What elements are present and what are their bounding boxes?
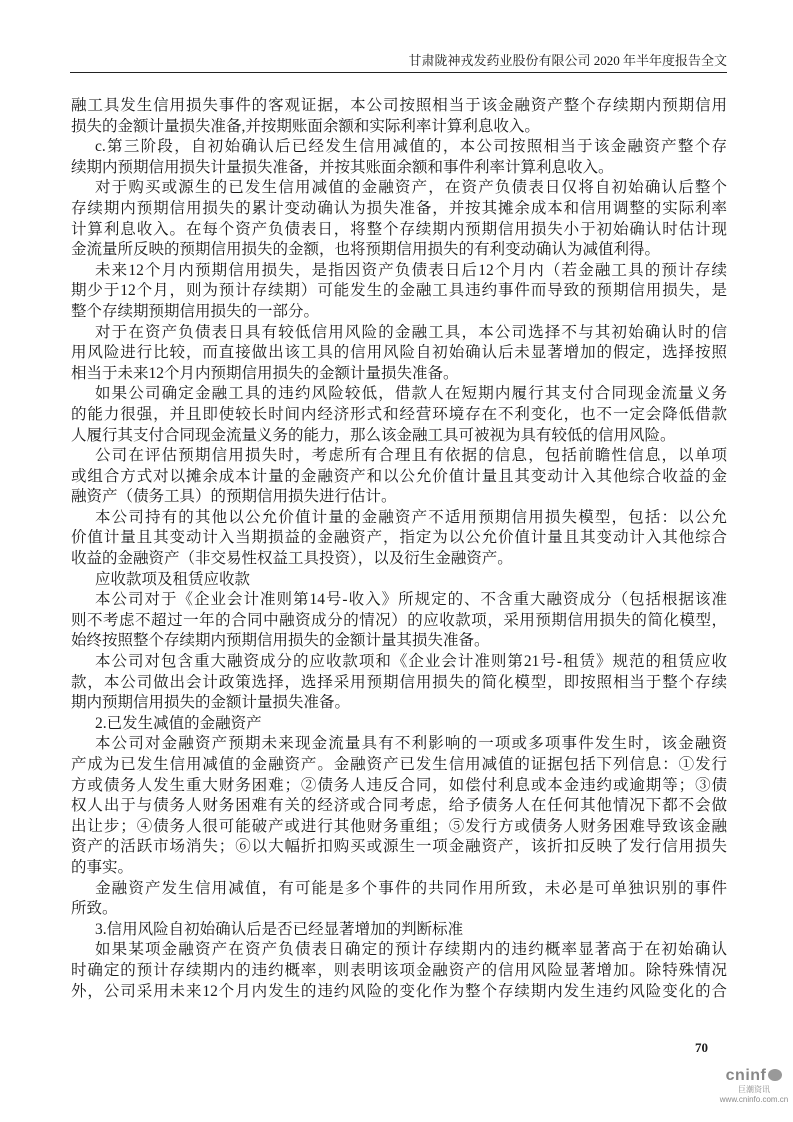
paragraph [71,734,727,878]
paragraph [71,96,727,137]
text-line: 或组合方式对以摊余成本计量的金融资产和以公允价值计量且其变动计入其他综合收益的金 [71,467,727,485]
paragraph [71,261,727,323]
text-line: 损失的金额计量损失准备,并按期账面余额和实际利率计算利息收入。 [71,117,540,135]
text-line: 资产的活跃市场消失；⑥以大幅折扣购买或源生一项金融资产，该折扣反映了发行信用损失 [71,838,727,856]
text-line: 用风险进行比较，而直接做出该工具的信用风险自初始确认后未显著增加的假定，选择按照 [71,344,727,362]
paragraph [71,570,727,591]
text-line: 时确定的预计存续期内的违约概率，则表明该项金融资产的信用风险显著增加。除特殊情况 [71,961,727,979]
cninfo-watermark-logo [716,1068,792,1105]
page-header [70,52,727,73]
text-line: 权人出于与债务人财务困难有关的经济或合同考虑，给予债务人在任何其他情况下都不会做 [71,797,727,815]
text-line: 金流量所反映的预期信用损失的金额，也将预期信用损失的有利变动确认为减值利得。 [71,241,661,259]
report-title: 甘肃陇神戎发药业股份有限公司 2020 年半年度报告全文 [408,53,727,68]
text-line: 3.信用风险自初始确认后是否已经显著增加的判断标准 [95,920,464,938]
text-line: c.第三阶段，自初始确认后已经发生信用减值的，本公司按照相当于该金融资产整个存 [95,138,727,156]
text-line: 的事实。 [71,858,134,876]
text-line: 续期内预期信用损失计量损失准备，并按其账面余额和事件利率计算利息收入。 [71,158,614,176]
text-line: 价值计量且其变动计入当期损益的金融资产，指定为以公允价值计量且其变动计入其他综合 [71,529,727,547]
text-line: 存续期内预期信用损失的累计变动确认为损失准备，并按其摊余成本和信用调整的实际利率 [71,199,727,217]
text-line: 金融资产发生信用减值，有可能是多个事件的共同作用所致，未必是可单独识别的事件 [95,879,727,897]
paragraph [71,446,727,508]
page-number: 70 [695,1040,708,1055]
document-body [71,96,727,1002]
text-line: 未来12个月内预期信用损失，是指因资产负债表日后12个月内（若金融工具的预计存续 [95,261,727,279]
text-line: 融资产（债务工具）的预期信用损失进行估计。 [71,488,397,506]
text-line: 期内预期信用损失的金额计量损失准备。 [71,694,351,712]
text-line: 款，本公司做出会计政策选择，选择采用预期信用损失的简化模型，即按照相当于整个存续 [71,673,727,691]
paragraph [71,137,727,178]
paragraph [71,508,727,570]
paragraph [71,940,727,1002]
paragraph [71,879,727,920]
paragraph [71,920,727,941]
text-line: 期少于12个月，则为预计存续期）可能发生的金融工具违约事件而导致的预期信用损失，是 [71,282,727,300]
text-line: 如果公司确定金融工具的违约风险较低，借款人在短期内履行其支付合同现金流量义务 [95,385,727,403]
text-line: 则不考虑不超过一年的合同中融资成分的情况）的应收款项，采用预期信用损失的简化模型， [71,611,727,629]
paragraph [71,178,727,260]
text-line: 如果某项金融资产在资产负债表日确定的预计存续期内的违约概率显著高于在初始确认 [95,941,727,959]
text-line: 外，公司采用未来12个月内发生的违约风险的变化作为整个存续期内发生违约风险变化的合 [71,982,727,1000]
text-line: 相当于未来12个月内预期信用损失的金额计量损失准备。 [71,364,459,382]
text-line: 人履行其支付合同现金流量义务的能力，那么该金融工具可被视为具有较低的信用风险。 [71,426,676,444]
text-line: 整个存续期预期信用损失的一部分。 [71,302,320,320]
text-line: 2.已发生减值的金融资产 [95,714,262,732]
text-line: 本公司对包含重大融资成分的应收款项和《企业会计准则第21号-租赁》规范的租赁应收 [95,653,727,671]
text-line: 本公司对金融资产预期未来现金流量具有不利影响的一项或多项事件发生时，该金融资 [95,735,727,753]
text-line: 的能力很强，并且即使较长时间内经济形式和经营环境存在不利变化，也不一定会降低借款 [71,405,727,423]
paragraph [71,590,727,652]
logo-chinese-name: 巨潮资讯 [738,1085,770,1094]
text-line: 产成为已发生信用减值的金融资产。金融资产已发生信用减值的证据包括下列信息：①发行 [71,756,727,773]
logo-brand: cninf [716,1068,792,1084]
paragraph [71,384,727,446]
text-line: 本公司持有的其他以公允价值计量的金融资产不适用预期信用损失模型，包括：以公允 [95,508,727,526]
text-line: 本公司对于《企业会计准则第14号-收入》所规定的、不含重大融资成分（包括根据该准 [95,591,727,609]
logo-url: www.cninfo.com.cn [719,1095,789,1104]
text-line: 方或债务人发生重大财务困难；②债务人违反合同，如偿付利息或本金违约或逾期等；③债 [71,776,727,794]
text-line: 始终按照整个存续期内预期信用损失的金额计量其损失准备。 [71,632,490,650]
text-line: 所致。 [71,900,118,918]
text-line: 公司在评估预期信用损失时，考虑所有合理且有依据的信息，包括前瞻性信息，以单项 [95,447,727,465]
paragraph [71,652,727,714]
text-line: 对于在资产负债表日具有较低信用风险的金融工具，本公司选择不与其初始确认时的信 [95,323,727,341]
paragraph [71,323,727,385]
text-line: 计算利息收入。在每个资产负债表日，将整个存续期内预期信用损失小于初始确认时估计现 [71,220,727,238]
paragraph [71,714,727,735]
text-line: 收益的金融资产（非交易性权益工具投资），以及衍生金融资产。 [71,550,513,568]
text-line: 应收款项及租赁应收款 [95,570,251,588]
text-line: 出让步；④债务人很可能破产或进行其他财务重组；⑤发行方或债务人财务困难导致该金融 [71,817,727,835]
text-line: 融工具发生信用损失事件的客观证据，本公司按照相当于该金融资产整个存续期内预期信用 [71,97,727,114]
text-line: 对于购买或源生的已发生信用减值的金融资产，在资产负债表日仅将自初始确认后整个 [95,179,727,197]
logo-swirl-icon [768,1069,782,1081]
